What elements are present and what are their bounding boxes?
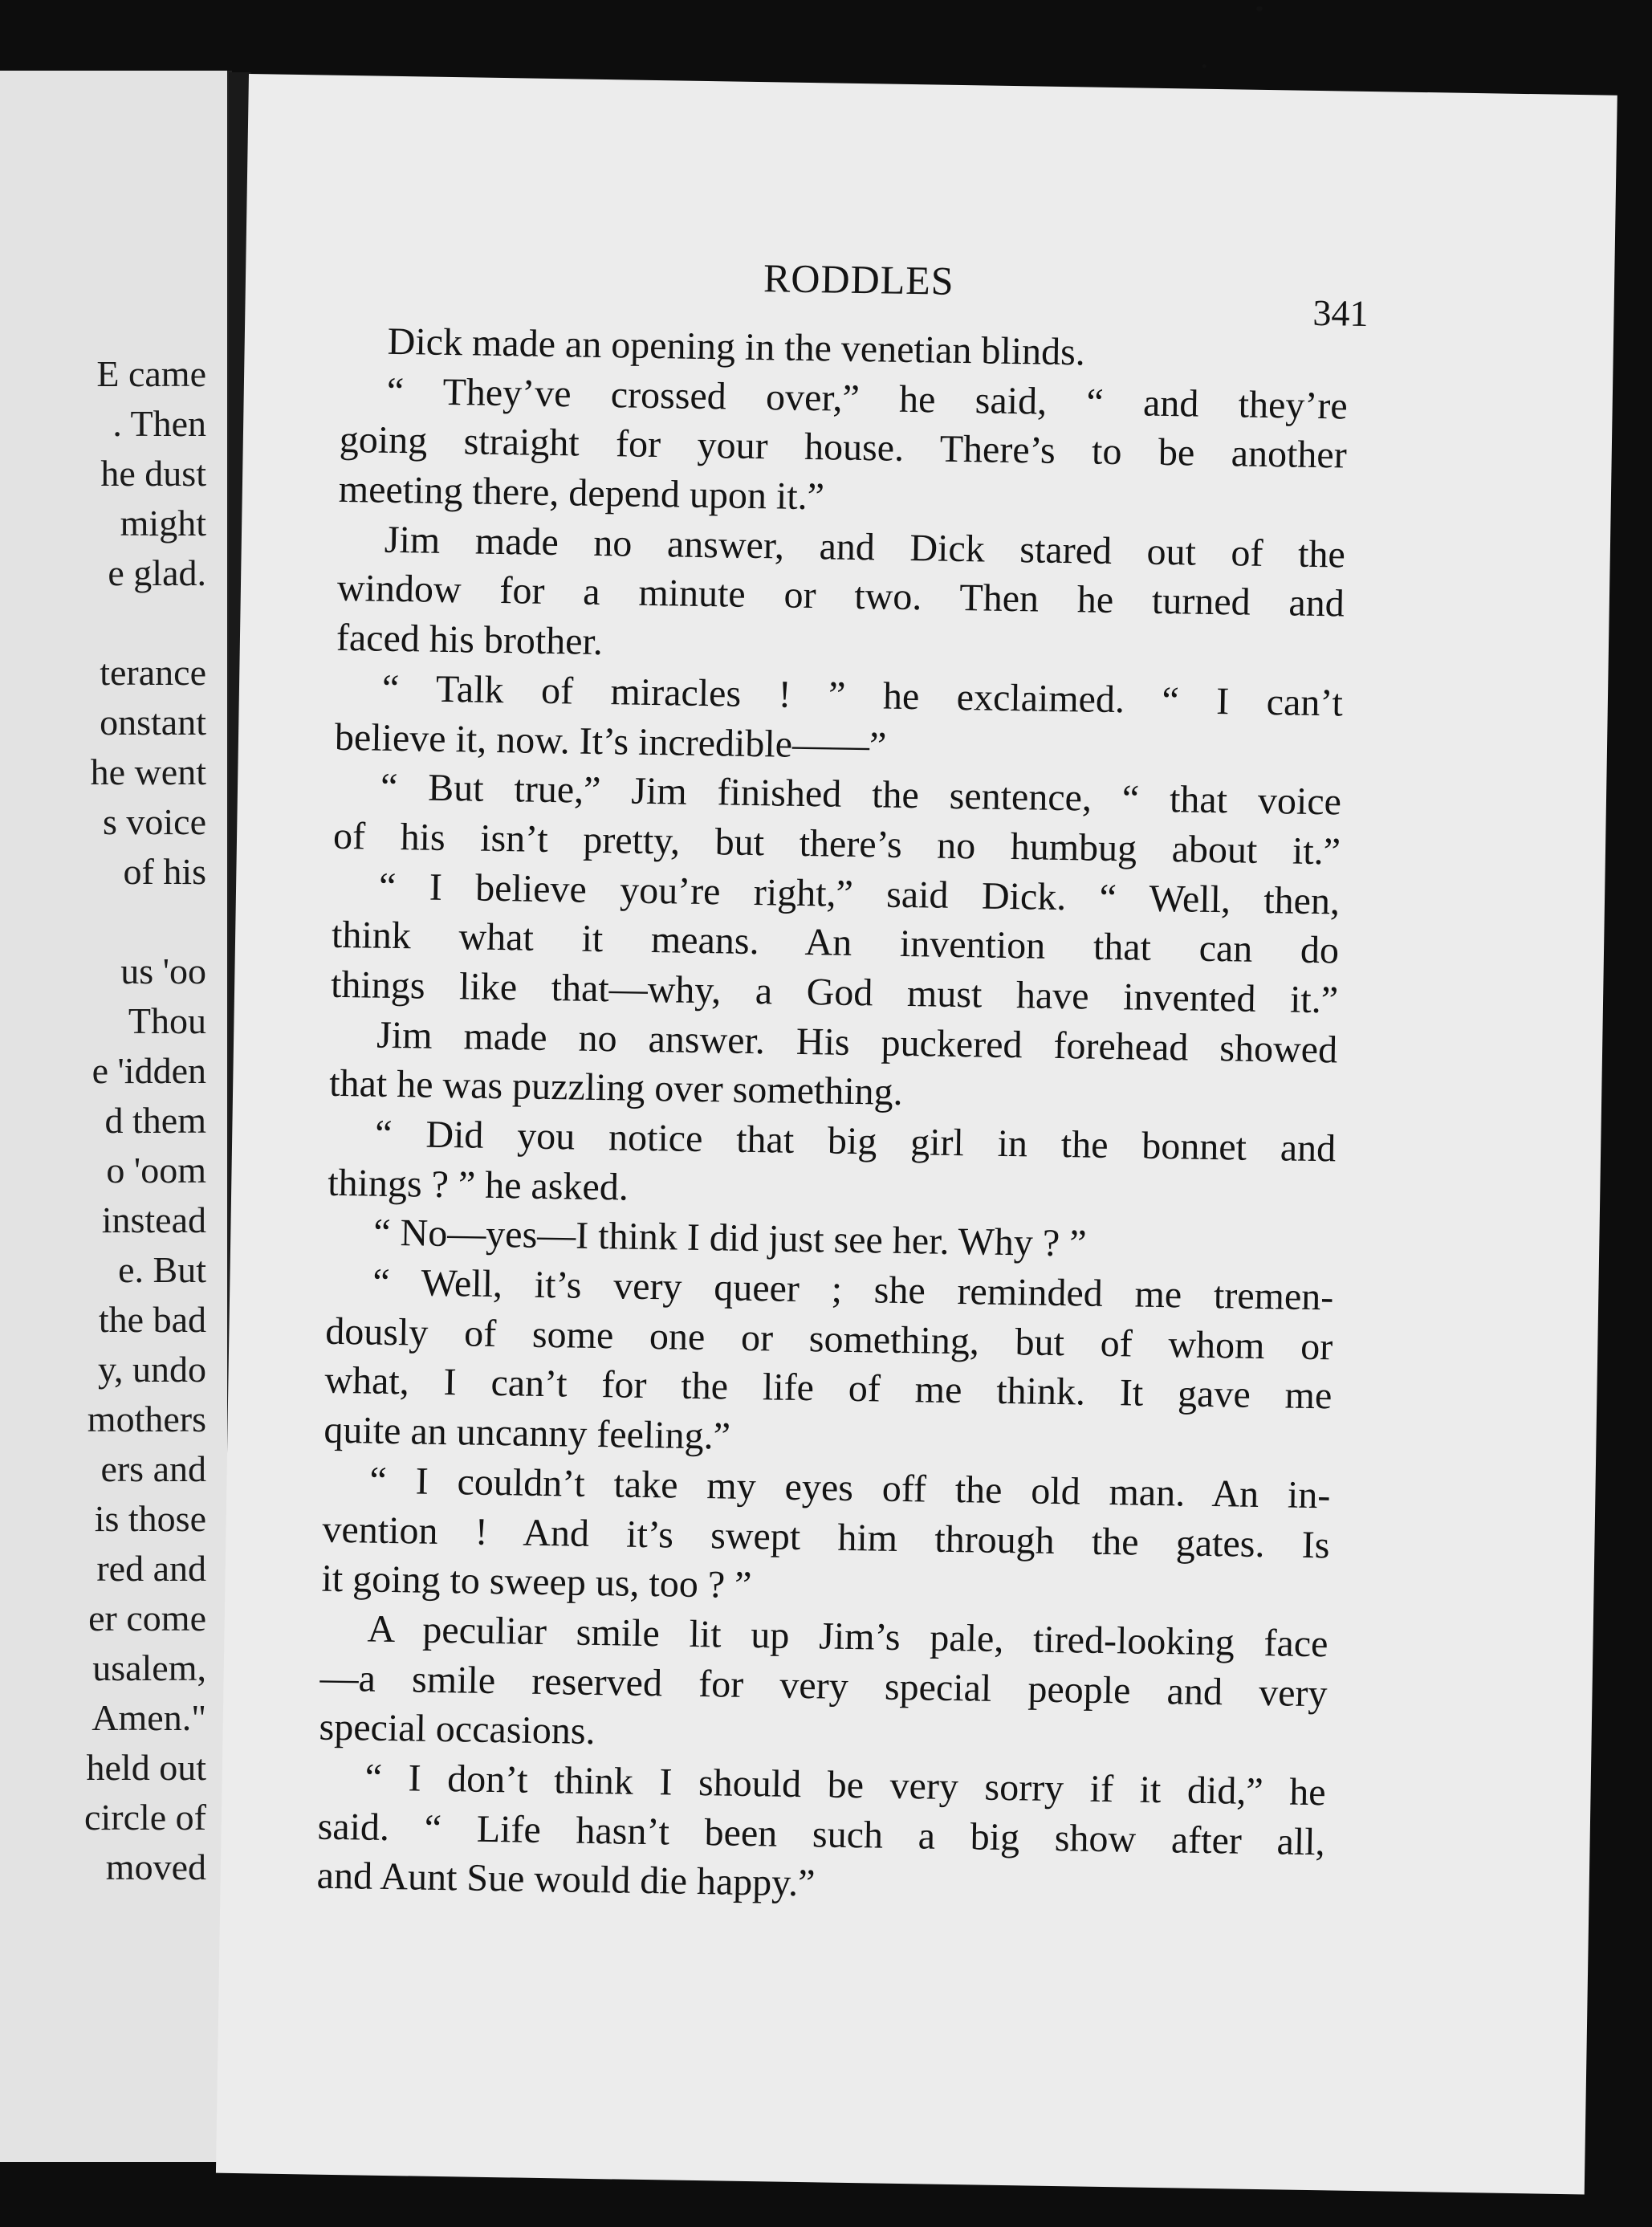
text-line: dously of some one or something, but of whom or bbox=[324, 1309, 1333, 1369]
left-text-line: d them bbox=[104, 1100, 206, 1141]
text-line: “ Did you notice that big girl in the bonnet and bbox=[374, 1112, 1337, 1170]
left-text-line: e. But bbox=[118, 1249, 206, 1290]
left-text-line: s voice bbox=[102, 801, 206, 842]
text-line: “ I believe you’re right,” said Dick. “ Well, then, bbox=[378, 865, 1341, 923]
left-text-line: terance bbox=[100, 652, 206, 693]
page-number: 341 bbox=[1312, 291, 1369, 334]
left-text-line: y, undo bbox=[97, 1349, 206, 1390]
left-text-line: circle of bbox=[84, 1797, 206, 1838]
left-text-line: he went bbox=[90, 751, 206, 792]
left-text-line: o 'oom bbox=[106, 1150, 206, 1191]
right-page bbox=[216, 74, 1617, 2194]
text-line: quite an uncanny feeling.” bbox=[323, 1408, 731, 1458]
left-page bbox=[0, 71, 232, 2162]
text-line: “ But true,” Jim finished the sentence, “ that voice bbox=[380, 765, 1342, 824]
text-line: Jim made no answer, and Dick stared out of the bbox=[384, 518, 1346, 576]
left-text-line: onstant bbox=[100, 702, 206, 743]
left-text-line: is those bbox=[94, 1498, 206, 1539]
text-line: vention ! And it’s swept him through the gates. Is bbox=[322, 1508, 1330, 1566]
text-line: window for a minute or two. Then he turned and bbox=[336, 567, 1345, 625]
scan-speck bbox=[1202, 64, 1206, 68]
text-line: “ I don’t think I should be very sorry if it did,” he bbox=[364, 1756, 1326, 1814]
left-text-line: ers and bbox=[100, 1448, 206, 1489]
left-text-line: usalem, bbox=[92, 1647, 206, 1688]
text-line: going straight for your house. There’s to be another bbox=[339, 418, 1348, 477]
running-head: RODDLES bbox=[763, 255, 955, 303]
text-line: think what it means. An invention that can do bbox=[331, 914, 1340, 972]
left-text-line: he dust bbox=[100, 453, 206, 494]
text-line: “ Well, it’s very queer ; she reminded me tremen- bbox=[372, 1260, 1334, 1319]
text-line: things like that—why, a God must have invented it.” bbox=[330, 963, 1339, 1022]
left-text-line: the bad bbox=[98, 1299, 206, 1340]
left-text-line: red and bbox=[96, 1548, 206, 1589]
text-line: what, I can’t for the life of me think. It gave me bbox=[324, 1359, 1333, 1418]
scan-speck bbox=[1256, 6, 1263, 11]
left-text-line: might bbox=[120, 503, 206, 544]
left-text-line: e 'idden bbox=[92, 1050, 206, 1091]
left-text-line: mothers bbox=[87, 1398, 206, 1439]
left-text-line: held out bbox=[86, 1747, 206, 1788]
left-text-line: of his bbox=[123, 851, 206, 892]
left-text-line: er come bbox=[88, 1598, 206, 1639]
left-text-line: Thou bbox=[128, 1000, 206, 1041]
text-line: “ I couldn’t take my eyes off the old man. An in- bbox=[369, 1459, 1331, 1517]
text-line: Jim made no answer. His puckered forehead showed bbox=[376, 1013, 1338, 1072]
left-text-line: Amen." bbox=[92, 1697, 206, 1738]
text-line: Dick made an opening in the venetian blinds. bbox=[387, 320, 1086, 374]
text-line: things ? ” he asked. bbox=[327, 1161, 629, 1209]
text-line: “ Talk of miracles ! ” he exclaimed. “ I can’t bbox=[381, 666, 1344, 725]
text-line: “ No—yes—I think I did just see her. Why ? ” bbox=[372, 1211, 1087, 1265]
text-line: —a smile reserved for very special people and very bbox=[319, 1656, 1328, 1715]
text-line: A peculiar smile lit up Jim’s pale, tired-looking face bbox=[367, 1607, 1329, 1666]
text-line: special occasions. bbox=[319, 1705, 596, 1753]
text-line: of his isn’t pretty, but there’s no humbug about it.” bbox=[332, 814, 1341, 873]
body-text bbox=[316, 316, 1349, 1916]
left-text-line: e glad. bbox=[108, 552, 206, 593]
text-line: believe it, now. It’s incredible——” bbox=[334, 715, 887, 767]
text-line: and Aunt Sue would die happy.” bbox=[316, 1854, 816, 1905]
text-line: “ They’ve crossed over,” he said, “ and they’re bbox=[386, 369, 1349, 428]
text-line: that he was puzzling over something. bbox=[328, 1062, 904, 1114]
left-text-line: instead bbox=[101, 1199, 206, 1240]
left-text-line: us 'oo bbox=[120, 951, 206, 991]
left-text-line: . Then bbox=[112, 403, 206, 444]
left-text-line: moved bbox=[105, 1846, 206, 1887]
left-text-line: E came bbox=[96, 353, 206, 394]
text-line: said. “ Life hasn’t been such a big show after all, bbox=[317, 1805, 1325, 1863]
text-line: meeting there, depend upon it.” bbox=[338, 467, 825, 519]
text-line: it going to sweep us, too ? ” bbox=[321, 1557, 752, 1607]
text-line: faced his brother. bbox=[336, 616, 604, 664]
